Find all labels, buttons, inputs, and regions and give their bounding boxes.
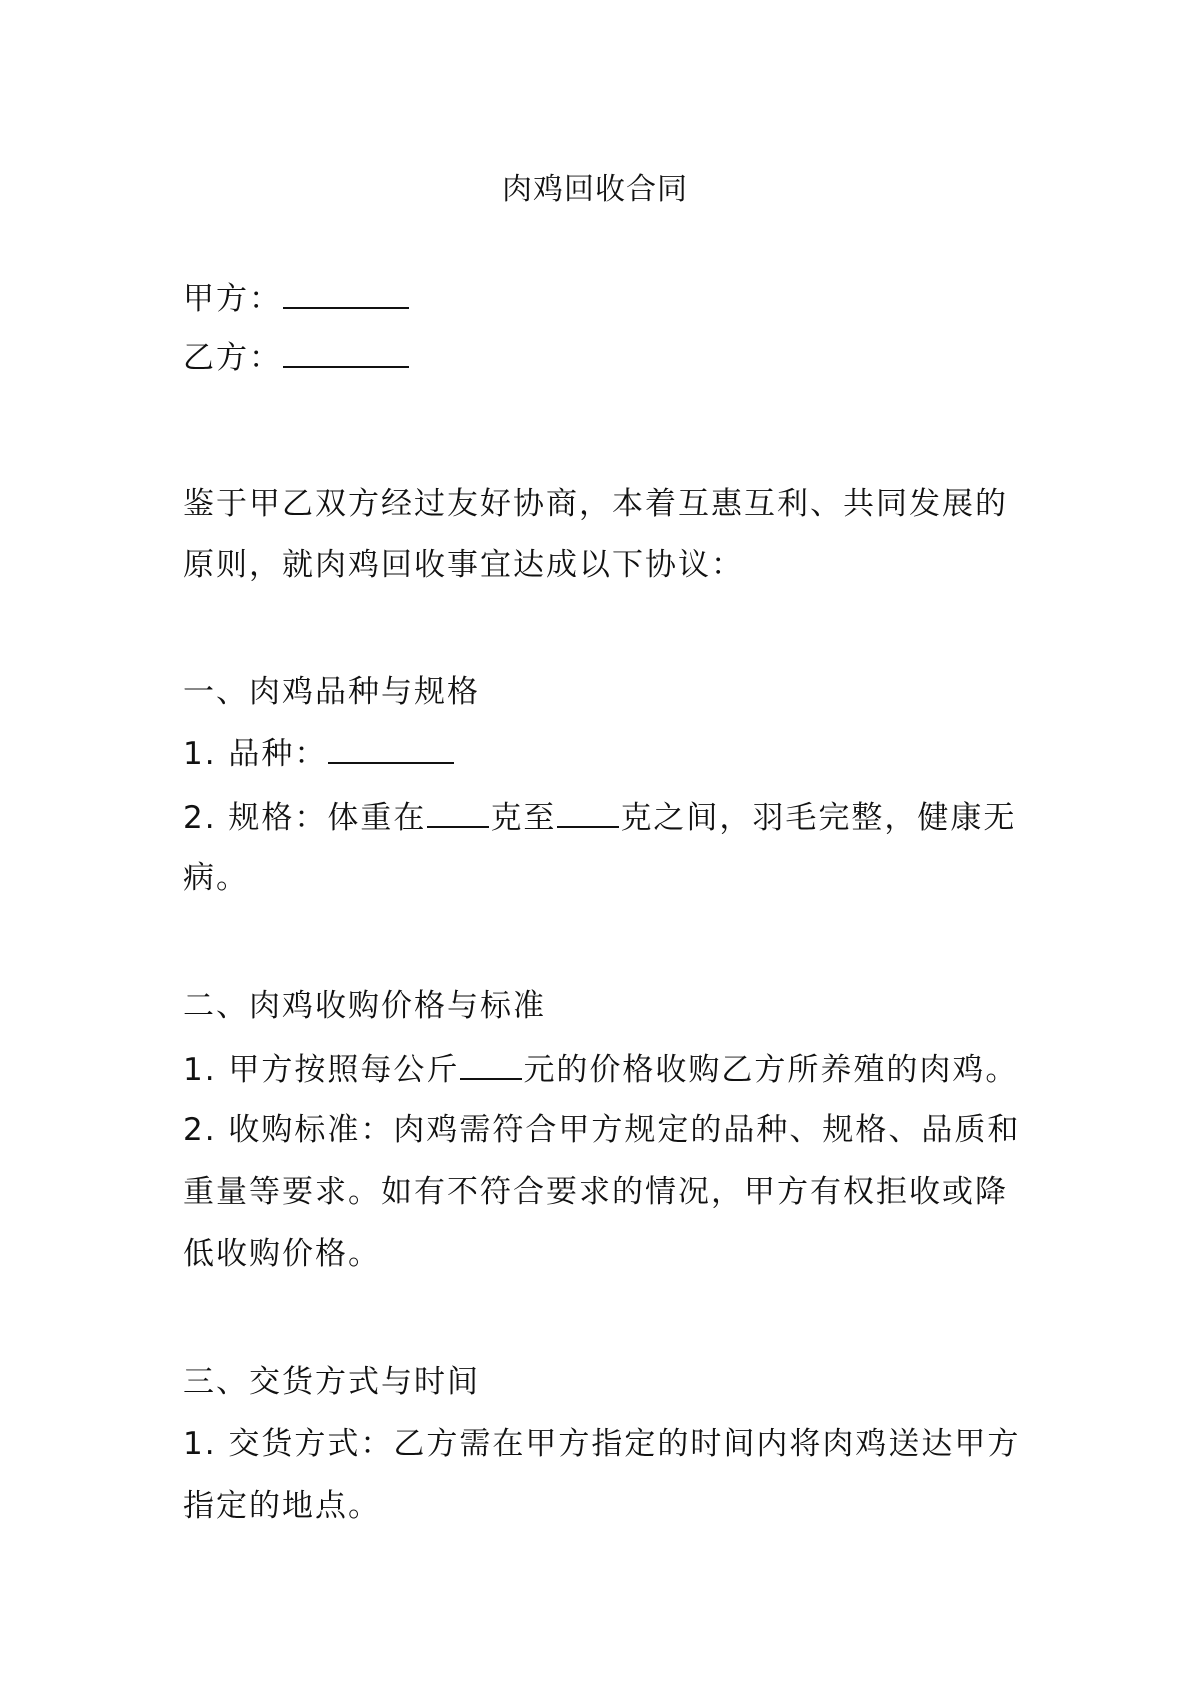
party-a-line — [183, 277, 1013, 319]
section-2-item-2-line-3: 低收购价格。 — [183, 1236, 381, 1272]
preamble-line-2: 原则，就肉鸡回收事宜达成以下协议： — [183, 547, 744, 583]
preamble-line-1: 鉴于甲乙双方经过友好协商，本着互惠互利、共同发展的 — [183, 486, 1008, 522]
section-3-item-1-line-2: 指定的地点。 — [183, 1488, 381, 1524]
price-text-2: 元的价格收购乙方所养殖的肉鸡。 — [523, 1052, 1019, 1088]
section-2-heading: 二、肉鸡收购价格与标准 — [183, 988, 546, 1024]
section-2-item-1 — [183, 1048, 1019, 1090]
party-a-blank — [283, 277, 409, 309]
party-b-line — [183, 336, 1013, 378]
document-title: 肉鸡回收合同 — [502, 172, 688, 207]
spec-text-2: 克至 — [490, 800, 557, 836]
variety-blank — [328, 732, 454, 764]
weight-max-blank — [557, 796, 619, 828]
spec-text-3: 克之间，羽毛完整，健康无 — [620, 800, 1017, 836]
section-2-item-2-line-1: 2. 收购标准：肉鸡需符合甲方规定的品种、规格、品质和 — [183, 1112, 1021, 1148]
price-blank — [460, 1048, 522, 1080]
section-2-item-2-line-2: 重量等要求。如有不符合要求的情况，甲方有权拒收或降 — [183, 1174, 1008, 1210]
section-3-heading: 三、交货方式与时间 — [183, 1364, 480, 1400]
party-b-label: 乙方： — [183, 340, 282, 376]
section-1-heading: 一、肉鸡品种与规格 — [183, 674, 480, 710]
section-1-item-1 — [183, 732, 1013, 774]
party-b-blank — [283, 336, 409, 368]
variety-label: 1. 品种： — [183, 736, 328, 772]
party-a-label: 甲方： — [183, 281, 282, 317]
spec-text-1: 2. 规格：体重在 — [183, 800, 427, 836]
section-1-item-2 — [183, 796, 1017, 838]
price-text-1: 1. 甲方按照每公斤 — [183, 1052, 460, 1088]
section-1-item-2-cont: 病。 — [183, 860, 249, 896]
weight-min-blank — [427, 796, 489, 828]
section-3-item-1-line-1: 1. 交货方式：乙方需在甲方指定的时间内将肉鸡送达甲方 — [183, 1426, 1021, 1462]
